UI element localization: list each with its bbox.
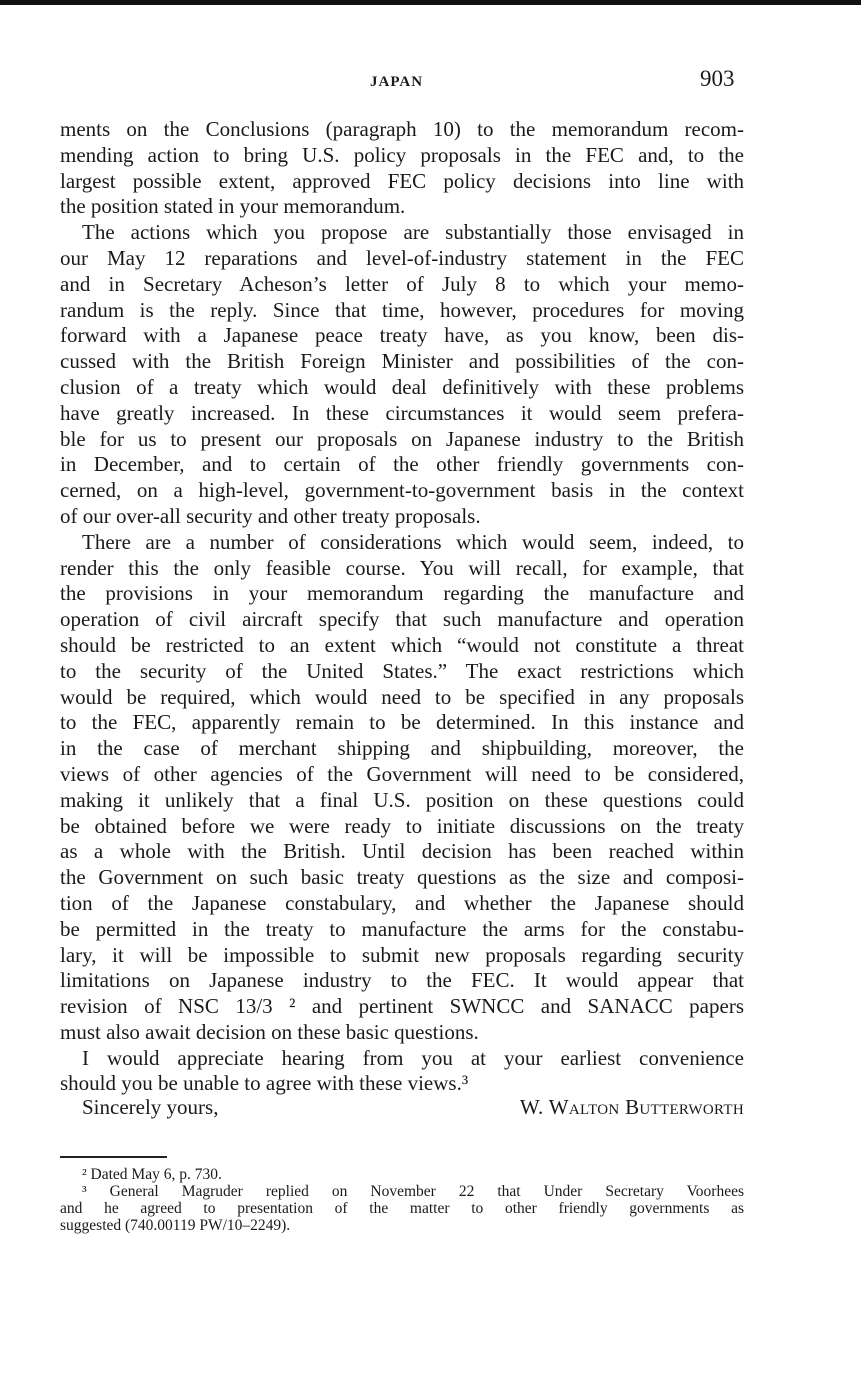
- text-line: as a whole with the British. Until decision has been reached within: [60, 839, 744, 864]
- text-line: the position stated in your memorandum.: [60, 194, 406, 219]
- page-number: 903: [700, 66, 735, 91]
- signature: W. Walton Butterworth: [519, 1095, 744, 1119]
- text-line: render this the only feasible course. You will recall, for example, that: [60, 555, 744, 580]
- text-line: to the FEC, apparently remain to be determined. In this instance and: [60, 710, 744, 735]
- text-line: must also await decision on these basic questions.: [60, 1019, 479, 1044]
- text-line: views of other agencies of the Government will need to be considered,: [60, 761, 744, 786]
- footnote-line: and he agreed to presentation of the matter to other friendly governments as: [60, 1200, 744, 1217]
- text-line: making it unlikely that a final U.S. position on these questions could: [60, 787, 744, 812]
- text-line: clusion of a treaty which would deal definitively with these problems: [60, 374, 744, 399]
- text-line: largest possible extent, approved FEC policy decisions into line with: [60, 168, 744, 193]
- text-line: should be restricted to an extent which “would not constitute a threat: [60, 632, 744, 657]
- text-line: should you be unable to agree with these views.³: [60, 1071, 469, 1096]
- text-line: would be required, which would need to be specified in any proposals: [60, 684, 744, 709]
- text-line: the Government on such basic treaty questions as the size and composi-: [60, 865, 744, 890]
- paragraph: [60, 530, 744, 1046]
- text-line: There are a number of considerations which would seem, indeed, to: [82, 529, 744, 554]
- text-line: lary, it will be impossible to submit new proposals regarding security: [60, 942, 744, 967]
- footnotes: [60, 1166, 744, 1234]
- footnote-line: suggested (740.00119 PW/10–2249).: [60, 1217, 291, 1234]
- footnote-line: ³ General Magruder replied on November 22 that Under Secretary Voorhees: [82, 1183, 744, 1200]
- text-line: to the security of the United States.” The exact restrictions which: [60, 658, 744, 683]
- salutation: Sincerely yours,: [82, 1095, 219, 1119]
- text-line: and in Secretary Acheson’s letter of July 8 to which your memo-: [60, 271, 744, 296]
- text-line: The actions which you propose are substantially those envisaged in: [82, 220, 744, 245]
- text-line: ments on the Conclusions (paragraph 10) to the memorandum recom-: [60, 117, 744, 141]
- text-line: randum is the reply. Since that time, however, procedures for moving: [60, 297, 744, 322]
- text-line: be obtained before we were ready to initiate discussions on the treaty: [60, 813, 744, 838]
- paragraph: [60, 1046, 744, 1098]
- text-line: revision of NSC 13/3 ² and pertinent SWNCC and SANACC papers: [60, 994, 744, 1019]
- text-line: the provisions in your memorandum regarding the manufacture and: [60, 581, 744, 606]
- running-head: [0, 66, 861, 96]
- paragraph: [60, 220, 744, 530]
- footnote-rule: [60, 1156, 167, 1158]
- page-top-border: [0, 0, 861, 5]
- text-line: cerned, on a high-level, government-to-government basis in the context: [60, 478, 744, 503]
- text-line: of our over-all security and other treaty proposals.: [60, 503, 481, 528]
- text-line: operation of civil aircraft specify that such manufacture and operation: [60, 607, 744, 632]
- running-head-title: JAPAN: [370, 74, 424, 90]
- closing: [82, 1095, 744, 1120]
- text-line: cussed with the British Foreign Minister and possibilities of the con-: [60, 349, 744, 374]
- text-line: limitations on Japanese industry to the FEC. It would appear that: [60, 968, 744, 993]
- text-line: ble for us to present our proposals on Japanese industry to the British: [60, 426, 744, 451]
- text-line: have greatly increased. In these circumstances it would seem prefera-: [60, 400, 744, 425]
- text-line: I would appreciate hearing from you at your earliest convenience: [82, 1045, 744, 1070]
- text-line: our May 12 reparations and level-of-industry statement in the FEC: [60, 245, 744, 270]
- footnote: [60, 1183, 744, 1234]
- paragraph: [60, 117, 744, 220]
- letter-body: [60, 117, 744, 1097]
- text-line: be permitted in the treaty to manufacture the arms for the constabu-: [60, 916, 744, 941]
- text-line: mending action to bring U.S. policy proposals in the FEC and, to the: [60, 142, 744, 167]
- footnote: [60, 1166, 744, 1183]
- text-line: in December, and to certain of the other friendly governments con-: [60, 452, 744, 477]
- text-line: in the case of merchant shipping and shipbuilding, moreover, the: [60, 736, 744, 761]
- footnote-line: ² Dated May 6, p. 730.: [82, 1166, 222, 1183]
- text-line: tion of the Japanese constabulary, and whether the Japanese should: [60, 890, 744, 915]
- text-line: forward with a Japanese peace treaty have, as you know, been dis-: [60, 323, 744, 348]
